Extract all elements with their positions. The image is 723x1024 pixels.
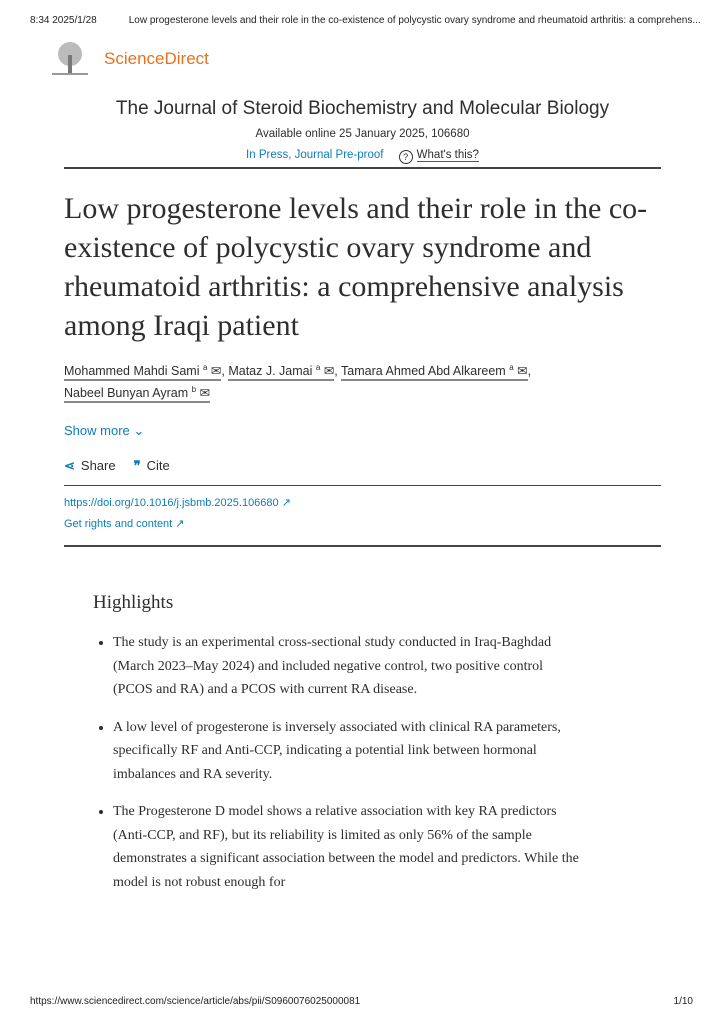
article-title: Low progesterone levels and their role in the co-existence of polycystic ovary syndrome and rheumatoid arthritis: a comprehensive analysis among Iraqi patient: [64, 192, 648, 342]
external-link-icon: ↗: [175, 518, 185, 530]
author-link[interactable]: Nabeel Bunyan Ayram $^b$ ✉: [64, 386, 210, 403]
author-link[interactable]: Tamara Ahmed Abd Alkareem $^a$ ✉: [341, 364, 528, 381]
rights-link[interactable]: Get rights and content ↗: [64, 518, 185, 530]
divider: [64, 167, 661, 169]
highlights-heading: Highlights: [93, 592, 174, 613]
sciencedirect-logo[interactable]: [50, 41, 723, 77]
in-press-link[interactable]: In Press, Journal Pre-proof: [246, 149, 384, 161]
list-item: • A low level of progesterone is inversely associated with clinical RA parameters, specifically RF and Anti-CCP, indicating a potential link between hormonal imbalances and RA severity.: [113, 716, 583, 787]
email-icon: ✉: [323, 364, 335, 378]
whats-this-link[interactable]: What's this?: [416, 149, 479, 161]
journal-title[interactable]: The Journal of Steroid Biochemistry and Molecular Biology: [115, 98, 610, 119]
email-icon: ✉: [210, 364, 222, 378]
divider: [64, 545, 661, 547]
show-more-button[interactable]: Show more ⌄: [64, 423, 145, 438]
page-url: https://www.sciencedirect.com/science/article/abs/pii/S0960076025000081: [30, 996, 361, 1007]
share-button[interactable]: ⋖ Share: [64, 458, 116, 473]
elsevier-tree-icon: [50, 41, 90, 77]
divider: [64, 485, 661, 486]
press-status: [64, 147, 661, 167]
doi-link[interactable]: https://doi.org/10.1016/j.jsbmb.2025.106680 ↗: [64, 497, 291, 509]
email-icon: ✉: [517, 364, 528, 378]
print-header: [30, 14, 703, 27]
page-number: 1/10: [673, 996, 693, 1007]
print-datetime: 8:34 2025/1/28: [30, 15, 97, 26]
cite-button[interactable]: ❞ Cite: [133, 458, 170, 473]
share-icon: ⋖: [64, 458, 75, 473]
list-item: • The Progesterone D model shows a relative association with key RA predictors (Anti-CCP, and RF), but its reliability is limited as only 56% of the sample demonstrates a significant association between the model and predictors. While the model is not robust enough for: [113, 800, 583, 894]
external-link-icon: ↗: [281, 497, 291, 509]
highlights-list: [93, 631, 583, 894]
chevron-down-icon: ⌄: [133, 423, 145, 438]
list-item: • The study is an experimental cross-sectional study conducted in Iraq-Baghdad (March 2023–May 2024) and included negative control, two positive control (PCOS and RA) and a PCOS with current RA disease.: [113, 631, 583, 702]
author-link[interactable]: Mohammed Mahdi Sami $^a$ ✉: [64, 364, 221, 381]
help-icon: ?: [399, 150, 413, 164]
print-footer: [30, 985, 693, 1008]
email-icon: ✉: [199, 386, 211, 400]
author-link[interactable]: Mataz J. Jamai $^a$ ✉: [228, 364, 334, 381]
quote-icon: ❞: [133, 458, 141, 473]
availability: Available online 25 January 2025, 106680: [255, 128, 470, 140]
brand-name: ScienceDirect: [104, 49, 209, 68]
author-list: Mohammed Mahdi Sami $^a$ ✉, Mataz J. Jamai $^a$ ✉, Tamara Ahmed Abd Alkareem $^a$ ✉, Nabeel Bunyan Ayram $^b$ ✉: [64, 360, 661, 404]
print-title: Low progesterone levels and their role in the co-existence of polycystic ovary syndrome and rheumatoid arthritis: a comprehens...: [128, 15, 701, 26]
